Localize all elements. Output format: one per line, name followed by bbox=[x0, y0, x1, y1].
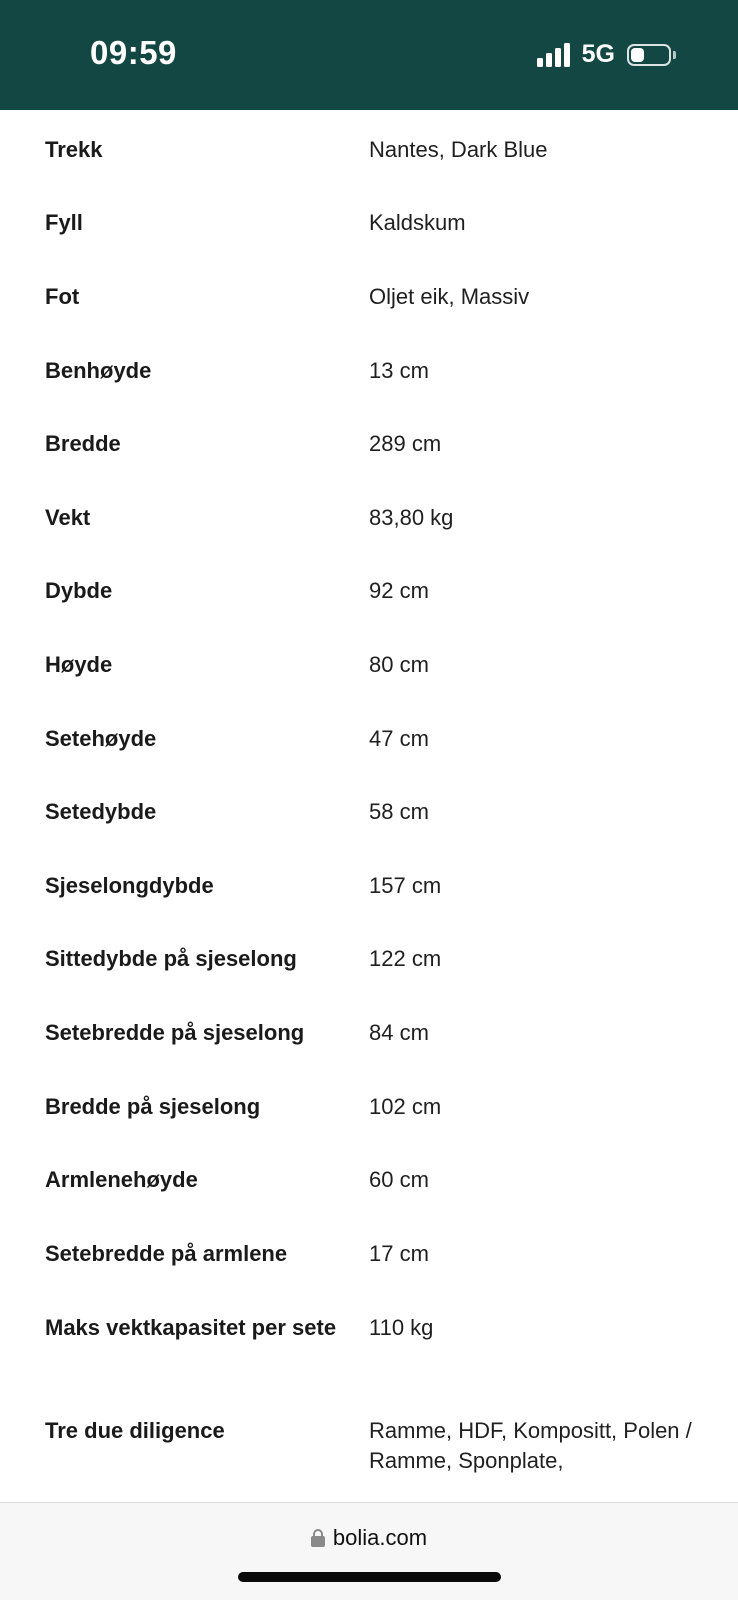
spec-value: 60 cm bbox=[369, 1167, 429, 1192]
spec-label: Vekt bbox=[45, 505, 91, 530]
status-indicators bbox=[537, 40, 676, 69]
spec-value: 84 cm bbox=[369, 1020, 429, 1045]
product-spec-list bbox=[0, 110, 738, 1502]
home-indicator[interactable] bbox=[238, 1572, 501, 1582]
spec-label: Sjeselongdybde bbox=[45, 873, 214, 898]
spec-value: 157 cm bbox=[369, 873, 442, 898]
status-time: 09:59 bbox=[90, 34, 177, 71]
spec-label: Tre due diligence bbox=[45, 1418, 225, 1443]
spec-value: 58 cm bbox=[369, 799, 429, 824]
spec-value: 47 cm bbox=[369, 726, 429, 751]
spec-label: Høyde bbox=[45, 652, 113, 677]
spec-value: Kaldskum bbox=[369, 210, 466, 235]
spec-label: Setehøyde bbox=[45, 726, 157, 751]
url-display[interactable] bbox=[0, 1525, 738, 1551]
spec-value: 102 cm bbox=[369, 1094, 442, 1119]
spec-label: Maks vektkapasitet per sete bbox=[45, 1315, 337, 1340]
spec-value: 110 kg bbox=[369, 1315, 434, 1340]
url-text: bolia.com bbox=[332, 1525, 428, 1550]
network-label: 5G bbox=[581, 40, 615, 68]
spec-label: Bredde bbox=[45, 431, 121, 456]
spec-label: Benhøyde bbox=[45, 358, 152, 383]
spec-value: 289 cm bbox=[369, 431, 442, 456]
spec-label: Setebredde på sjeselong bbox=[45, 1020, 305, 1045]
browser-address-bar[interactable] bbox=[0, 1502, 738, 1600]
spec-value: 80 cm bbox=[369, 652, 429, 677]
spec-value: 92 cm bbox=[369, 578, 429, 603]
spec-value: Ramme, HDF, Kompositt, Polen / Ramme, Sponplate, bbox=[369, 1418, 692, 1473]
spec-label: Setedybde bbox=[45, 799, 157, 824]
battery-level bbox=[631, 48, 644, 62]
spec-label: Fot bbox=[45, 284, 80, 309]
lock-icon bbox=[311, 1529, 325, 1547]
status-bar bbox=[0, 0, 738, 110]
spec-value: 122 cm bbox=[369, 946, 442, 971]
spec-label: Trekk bbox=[45, 137, 103, 162]
spec-value: Oljet eik, Massiv bbox=[369, 284, 530, 309]
spec-label: Dybde bbox=[45, 578, 113, 603]
spec-label: Armlenehøyde bbox=[45, 1167, 198, 1192]
spec-label: Setebredde på armlene bbox=[45, 1241, 288, 1266]
spec-label: Fyll bbox=[45, 210, 83, 235]
spec-label: Sittedybde på sjeselong bbox=[45, 946, 297, 971]
battery-icon bbox=[627, 44, 676, 66]
spec-value: 17 cm bbox=[369, 1241, 429, 1266]
spec-value: 83,80 kg bbox=[369, 505, 454, 530]
spec-value: Nantes, Dark Blue bbox=[369, 137, 548, 162]
spec-value: 13 cm bbox=[369, 358, 429, 383]
spec-label: Bredde på sjeselong bbox=[45, 1094, 261, 1119]
signal-bars-icon bbox=[537, 43, 570, 67]
